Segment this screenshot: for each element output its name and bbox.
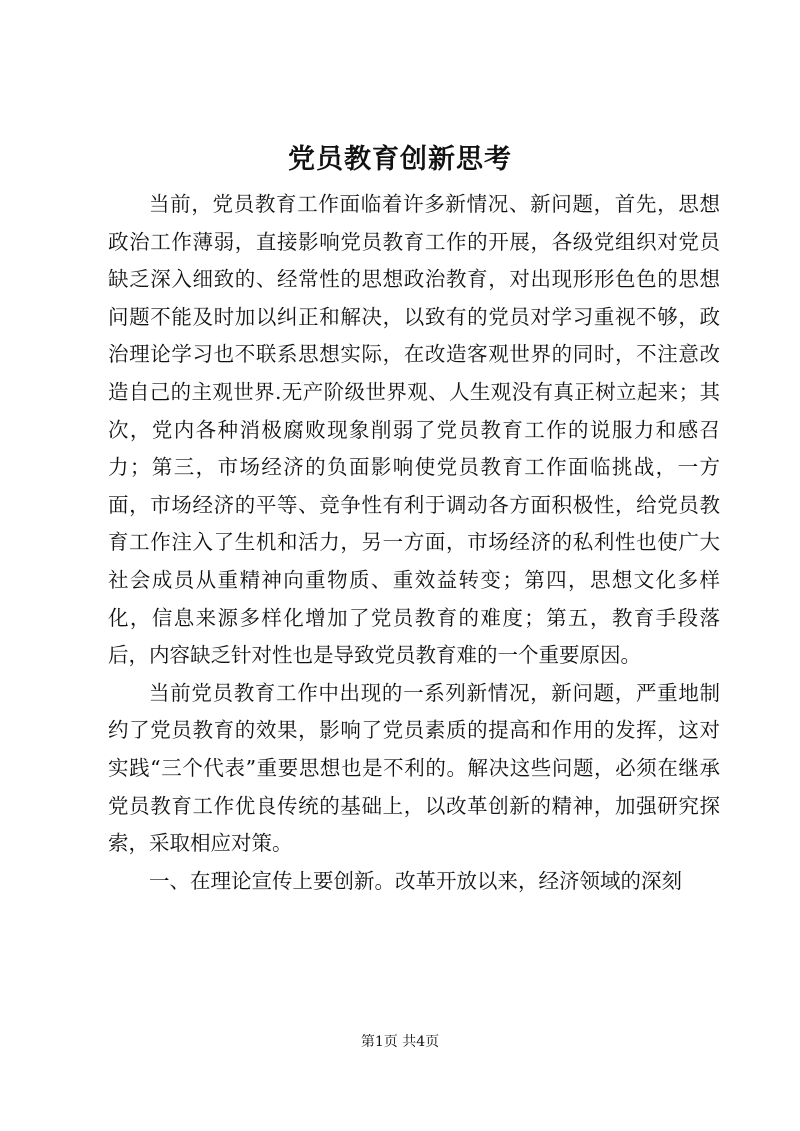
document-body <box>108 186 720 900</box>
paragraph-2: 当前党员教育工作中出现的一系列新情况，新问题，严重地制约了党员教育的效果，影响了党员素质的提高和作用的发挥，这对实践“三个代表”重要思想也是不利的。解决这些问题，必须在继承党员教育工作优良传统的基础上，以改革创新的精神，加强研究探索，采取相应对策。 <box>108 680 720 856</box>
document-title: 党员教育创新思考 <box>288 144 512 175</box>
paragraph-1: 当前，党员教育工作面临着许多新情况、新问题，首先，思想政治工作薄弱，直接影响党员教育工作的开展，各级党组织对党员缺乏深入细致的、经常性的思想政治教育，对出现形形色色的思想问题不能及时加以纠正和解决，以致有的党员对学习重视不够，政治理论学习也不联系思想实际，在改造客观世界的同时，不注意改造自己的主观世界.无产阶级世界观、人生观没有真正树立起来；其次，党内各种消极腐败现象削弱了党员教育工作的说服力和感召力；第三，市场经济的负面影响使党员教育工作面临挑战，一方面，市场经济的平等、竞争性有利于调动各方面积极性，给党员教育工作注入了生机和活力，另一方面，市场经济的私利性也使广大社会成员从重精神向重物质、重效益转变；第四，思想文化多样化，信息来源多样化增加了党员教育的难度；第五，教育手段落后，内容缺乏针对性也是导致党员教育难的一个重要原因。 <box>108 192 720 668</box>
paragraph-3: 一、在理论宣传上要创新。改革开放以来，经济领域的深刻 <box>149 868 682 893</box>
page-footer: 第1页 共4页 <box>360 1034 440 1050</box>
